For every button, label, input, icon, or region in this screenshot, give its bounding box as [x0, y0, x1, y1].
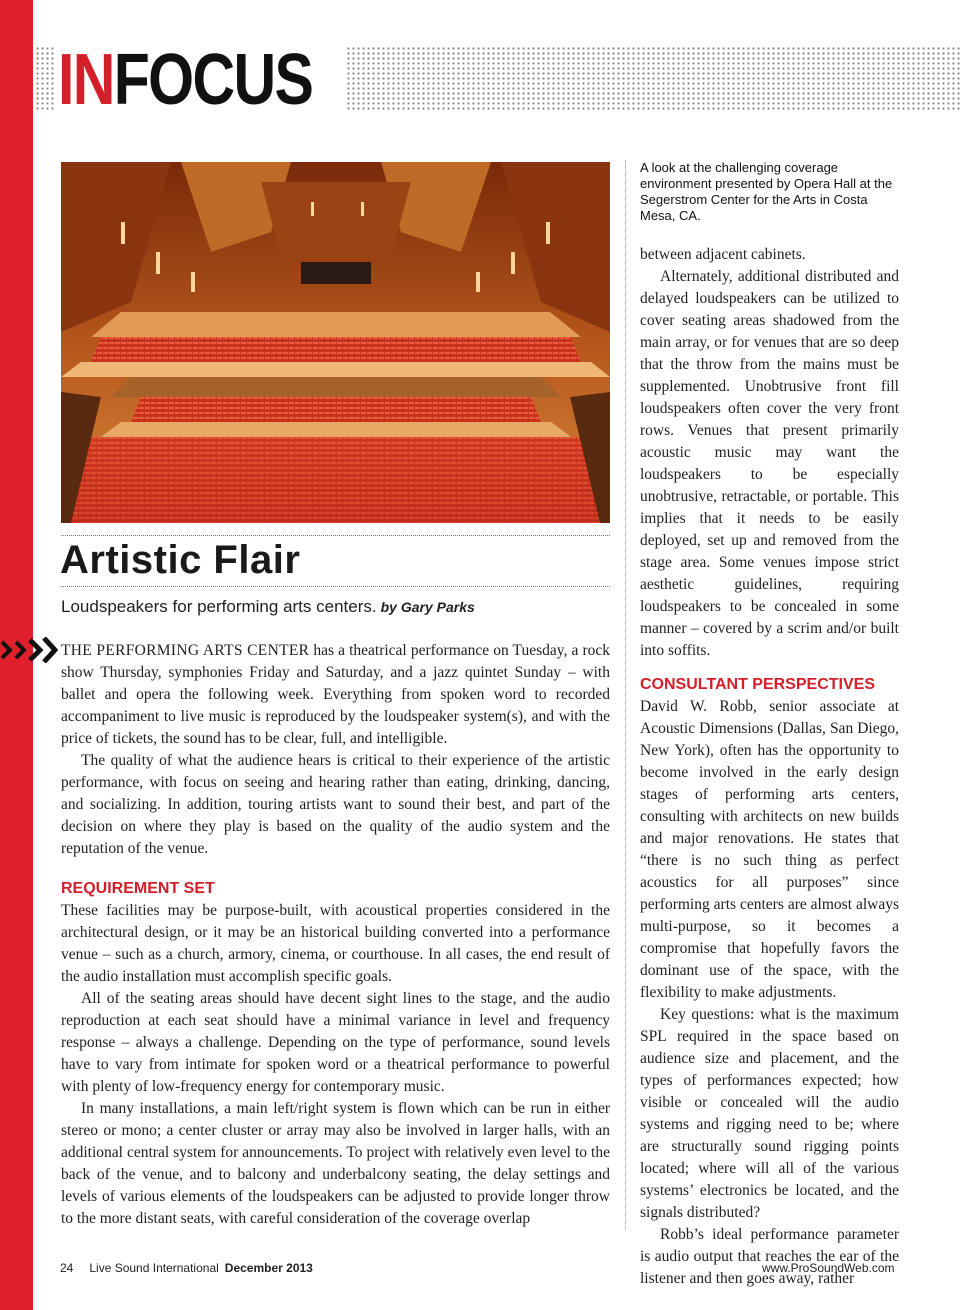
section-title-rest: FOCUS: [113, 40, 313, 120]
paragraph: These facilities may be purpose-built, with acoustical properties considered in the architectural design, or it may be an historical building converted into a performance venue – such as a church, armory, cinema, or courthouse. In all cases, the end result of the audio installation must accomplish specific goals.: [61, 902, 610, 985]
subhead-requirement-set: REQUIREMENT SET: [61, 880, 215, 897]
footer-website[interactable]: www.ProSoundWeb.com: [762, 1261, 895, 1275]
paragraph: Key questions: what is the maximum SPL required in the space based on audience size and placement, and the types of performances expected; how visible or concealed will the audio systems and rigging need to be; where are structurally sound rigging points located; where will all of the various systems’ electronics be located, and the signals distributed?: [640, 1006, 899, 1221]
divider-top: [61, 535, 610, 536]
subhead-consultant-perspectives: CONSULTANT PERSPECTIVES: [640, 676, 875, 693]
chevron-arrows-icon: [0, 637, 58, 663]
paragraph: Robb’s ideal performance parameter is audio output that reaches the ear of the listener and then goes away, rather: [640, 1226, 899, 1287]
paragraph: David W. Robb, senior associate at Acoustic Dimensions (Dallas, San Diego, New York), often has the opportunity to become involved in the early design stages of performing arts centers, consulting with architects on new builds and major renovations. He states that “there is no such thing as perfect acoustics for all purposes” since performing arts centers are almost always multi-purpose, so it becomes a compromise that hopefully favors the dominant use of the space, with the flexibility to make adjustments.: [640, 698, 899, 1001]
concert-hall-image: [61, 162, 610, 523]
page-number: 24: [60, 1261, 74, 1275]
column-divider: [625, 160, 626, 1230]
paragraph: Alternately, additional distributed and delayed loudspeakers can be utilized to cover seating areas shadowed from the main array, or for venues that are so deep that the throw from the mains must be supplemented. Unobtrusive front fill loudspeakers often cover the very front rows. Venues that present primarily acoustic music may want the loudspeakers to be especially unobtrusive, retractable, or portable. This implies that it needs to be easily deployed, set up and removed from the stage area. Some venues impose strict aesthetic guidelines, requiring loudspeakers to be concealed in some manner – covered by a scrim and/or built into soffits.: [640, 268, 899, 659]
deck-text: Loudspeakers for performing arts centers.: [61, 597, 377, 616]
article-column-right: [640, 244, 899, 1290]
article-column-left: [61, 640, 610, 1230]
concert-hall-photo: [61, 162, 610, 523]
paragraph-lead: [61, 640, 610, 750]
footer-left: [60, 1260, 313, 1276]
paragraph: In many installations, a main left/right system is flown which can be run in either stereo or mono; a center cluster or array may also be involved in larger halls, with an additional central system for announcements. To project with relatively even level to the back of the venue, and to balcony and underbalcony seating, the delay settings and levels of various elements of the loudspeakers can be adjusted to provide longer throw to the more distant seats, with careful consideration of the coverage overlap: [61, 1100, 610, 1227]
divider-bottom: [61, 586, 610, 587]
section-title: [58, 38, 312, 122]
issue-date: December 2013: [224, 1261, 313, 1275]
dot-pattern-left: [35, 46, 55, 110]
article-headline: Artistic Flair: [60, 538, 301, 582]
lead-in: THE PERFORMING ARTS CENTER: [61, 642, 310, 659]
section-title-accent: IN: [58, 40, 114, 120]
photo-caption: A look at the challenging coverage environment presented by Opera Hall at the Segerstrom Center for the Arts in Costa Mesa, CA.: [640, 160, 893, 223]
paragraph: The quality of what the audience hears is critical to their experience of the artistic performance, with focus on seeing and hearing rather than eating, drinking, dancing, and socializing. In addition, touring artists want to sound their best, and part of the decision on where they play is based on the quality of the audio system and the reputation of the venue.: [61, 752, 610, 857]
dot-pattern-right: [346, 46, 960, 110]
publication-name: Live Sound International: [89, 1261, 219, 1275]
paragraph: All of the seating areas should have decent sight lines to the stage, and the audio reproduction at each seat should have a minimal variance in level and frequency response – always a challenge. Depending on the type of performance, sound levels have to vary from intimate for spoken word or a theatrical performance to powerful with plenty of low-frequency energy for contemporary music.: [61, 990, 610, 1095]
article-deck: [61, 596, 475, 618]
paragraph-lead-text: has a theatrical performance on Tuesday, a rock show Thursday, symphonies Friday and Saturday, and a jazz quintet Sunday – with ballet and opera the following week. Everything from spoken word to recorded accompaniment to live music is reproduced by the loudspeaker system(s), and with the price of tickets, the sound has to be clear, full, and intelligible.: [61, 642, 611, 747]
paragraph: between adjacent cabinets.: [640, 246, 806, 263]
byline: by Gary Parks: [380, 599, 475, 615]
